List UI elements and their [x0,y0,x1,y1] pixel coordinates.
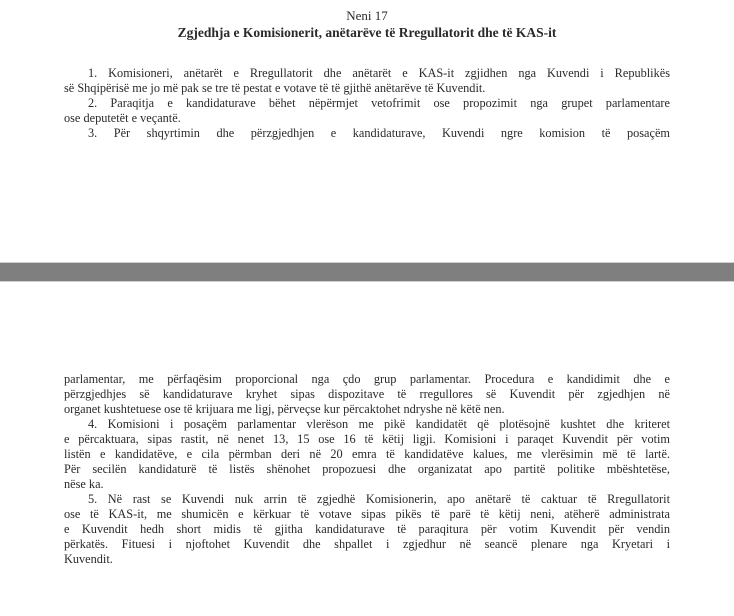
paragraph-1-line-1: 1. Komisioneri, anëtarët e Rregullatorit dhe anëtarët e KAS-it zgjidhen nga Kuvendi i Republikës [88,66,670,80]
paragraph-4-line-1: 4. Komisioni i posaçëm parlamentar vlerëson me pikë kandidatët që plotësojnë kushtet dhe kriteret [88,417,670,431]
paragraph-4-line-2: e përcaktuara, sipas rastit, në nenet 13, 15 ose 16 të këtij ligji. Komisioni i paraqet Kuvendit për votim [64,432,670,446]
paragraph-5-line-3: e Kuvendit hedh short midis të gjitha kandidaturave të paraqitura për votim Kuvendit për vendin [64,522,670,536]
paragraph-5-line-4: përkatës. Fituesi i njoftohet Kuvendit dhe shpallet i zgjedhur në seancë plenare nga Kryetari i [64,537,670,551]
paragraph-4-line-4: Për secilën kandidaturë të listës shënohet propozuesi dhe organizatat apo partitë politike mbështetëse, [64,462,670,476]
paragraph-3-line-3: përzgjedhjes së kandidaturave kryhet sipas dispozitave të rregullores së Kuvendit për zgjedhjen në [64,387,670,401]
paragraph-1-line-2: së Shqipërisë me jo më pak se tre të pestat e votave të të gjithë anëtarëve të Kuvendit. [64,81,486,95]
paragraph-2-line-1: 2. Paraqitja e kandidaturave bëhet nëpërmjet vetofrimit ose propozimit nga grupet parlamentare [88,96,670,110]
article-number: Neni 17 [346,8,388,23]
article-title: Zgjedhja e Komisionerit, anëtarëve të Rregullatorit dhe të KAS-it [177,25,557,40]
paragraph-2-line-2: ose deputetët e veçantë. [64,111,181,125]
paragraph-3-line-1: 3. Për shqyrtimin dhe përzgjedhjen e kandidaturave, Kuvendi ngre komision të posaçëm [88,126,670,140]
paragraph-4-line-3: listën e kandidatëve, e cila përmban deri në 20 emra të kandidatëve kalues, me vlerësimin më të lartë. [64,447,670,461]
paragraph-5-line-5: Kuvendit. [64,552,113,566]
paragraph-5-line-1: 5. Në rast se Kuvendi nuk arrin të zgjedhë Komisionerin, apo anëtarë të caktuar të Rregullatorit [88,492,670,506]
paragraph-4-line-5: nëse ka. [64,477,104,491]
paragraph-3-line-4: organet kushtetuese ose të krijuara me ligj, përveçse kur përcaktohet ndryshe në këtë nen. [64,402,505,416]
page-break-divider [0,262,734,282]
paragraph-3-line-2: parlamentar, me përfaqësim proporcional nga çdo grup parlamentar. Procedura e kandidimit dhe e [64,372,670,386]
paragraph-5-line-2: ose të KAS-it, me shumicën e kërkuar të votave sipas pikës të parë të këtij neni, atëherë administrata [64,507,670,521]
